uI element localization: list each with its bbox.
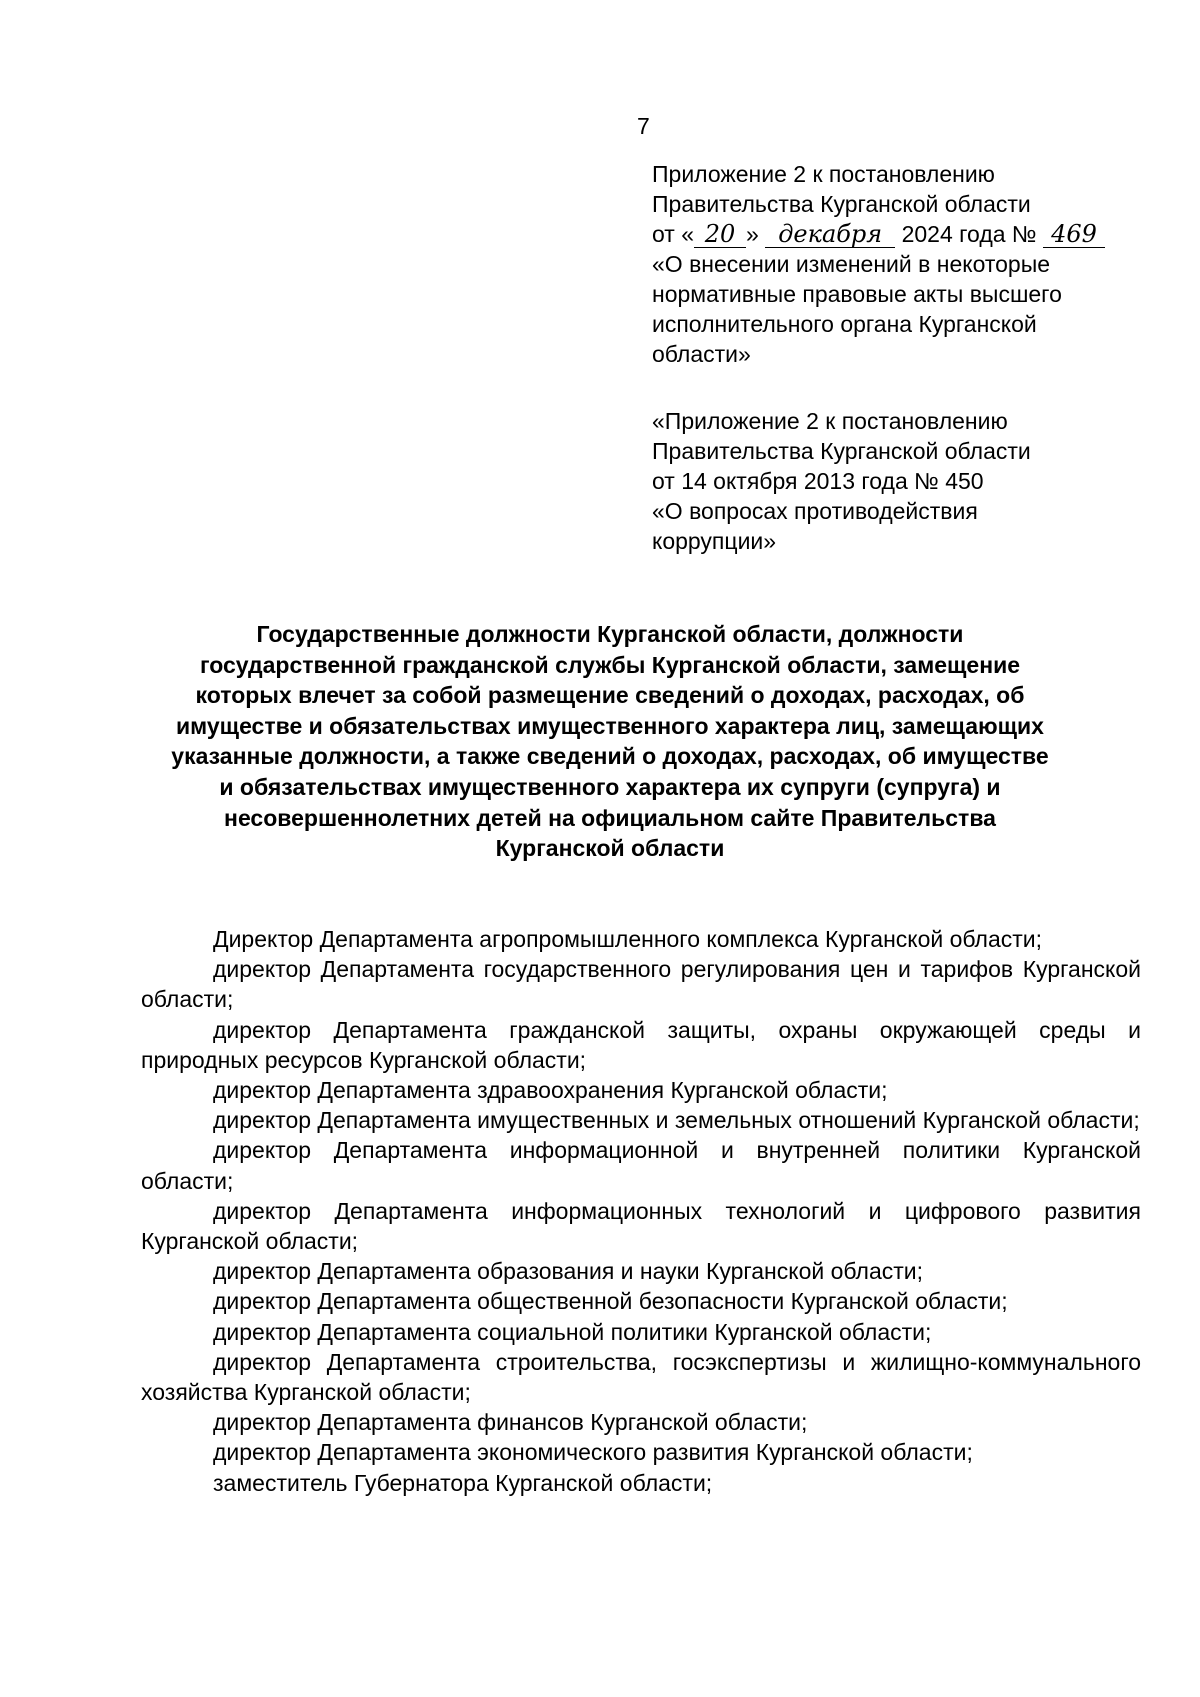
position-item: Директор Департамента агропромышленного комплекса Курганской области; (213, 926, 1043, 952)
position-item: директор Департамента гражданской защиты, охраны окружающей среды и природных ресурсов Курганской области; (141, 1016, 1141, 1073)
appendix-line: нормативные правовые акты высшего (652, 281, 1062, 307)
appendix-date-line (652, 219, 1172, 249)
document-title (120, 619, 1100, 864)
appendix-line: области» (652, 341, 751, 367)
appendix-line: коррупции» (652, 528, 777, 554)
handwritten-doc-number: 469 (1043, 221, 1105, 248)
appendix-line: Правительства Курганской области (652, 191, 1031, 217)
handwritten-month: декабря (765, 221, 895, 248)
position-item: директор Департамента общественной безопасности Курганской области; (213, 1288, 1008, 1315)
title-line: указанные должности, а также сведений о доходах, расходах, об имуществе (171, 743, 1049, 770)
date-mid: » (746, 221, 759, 247)
title-line: которых влечет за собой размещение сведений о доходах, расходах, об (195, 682, 1025, 709)
appendix-line: от 14 октября 2013 года № 450 (652, 468, 984, 494)
title-line: Государственные должности Курганской области, должности (256, 621, 964, 647)
appendix-line: Правительства Курганской области (652, 438, 1031, 464)
appendix-line: Приложение 2 к постановлению (652, 161, 995, 187)
position-item: директор Департамента информационной и внутренней политики Курганской области; (141, 1137, 1141, 1194)
title-line: Курганской области (495, 835, 725, 862)
position-item: директор Департамента экономического развития Курганской области; (213, 1439, 973, 1466)
position-item: директор Департамента образования и науки Курганской области; (213, 1258, 924, 1285)
page-number: 7 (637, 113, 650, 139)
position-item: заместитель Губернатора Курганской области; (213, 1469, 713, 1496)
position-item: директор Департамента социальной политики Курганской области; (213, 1318, 932, 1345)
title-line: имуществе и обязательствах имущественного характера лиц, замещающих (176, 712, 1044, 739)
title-line: и обязательствах имущественного характера их супруги (супруга) и (219, 773, 1001, 800)
appendix-line: исполнительного органа Курганской (652, 311, 1037, 337)
handwritten-day: 20 (694, 221, 746, 248)
date-year: 2024 года № (901, 221, 1037, 247)
appendix-line: «О вопросах противодействия (652, 498, 978, 524)
date-prefix: от « (652, 221, 695, 247)
position-item: директор Департамента имущественных и земельных отношений Курганской области; (213, 1107, 1140, 1134)
appendix-line: «О внесении изменений в некоторые (652, 251, 1051, 277)
position-item: директор Департамента строительства, госэкспертизы и жилищно-коммунального хозяйства Курганской области; (141, 1348, 1141, 1406)
title-line: несовершеннолетних детей на официальном сайте Правительства (224, 804, 996, 831)
appendix-current-header (652, 159, 1172, 369)
position-item: директор Департамента финансов Курганской области; (213, 1409, 808, 1436)
appendix-line: «Приложение 2 к постановлению (652, 408, 1008, 434)
position-item: директор Департамента информационных технологий и цифрового развития Курганской области; (141, 1197, 1141, 1255)
title-line: государственной гражданской службы Курганской области, замещение (199, 651, 1021, 678)
position-item: директор Департамента здравоохранения Курганской области; (213, 1077, 888, 1104)
position-item: директор Департамента государственного регулирования цен и тарифов Курганской области; (141, 956, 1141, 1013)
appendix-original-header (652, 406, 1172, 556)
positions-list (141, 924, 1141, 1498)
